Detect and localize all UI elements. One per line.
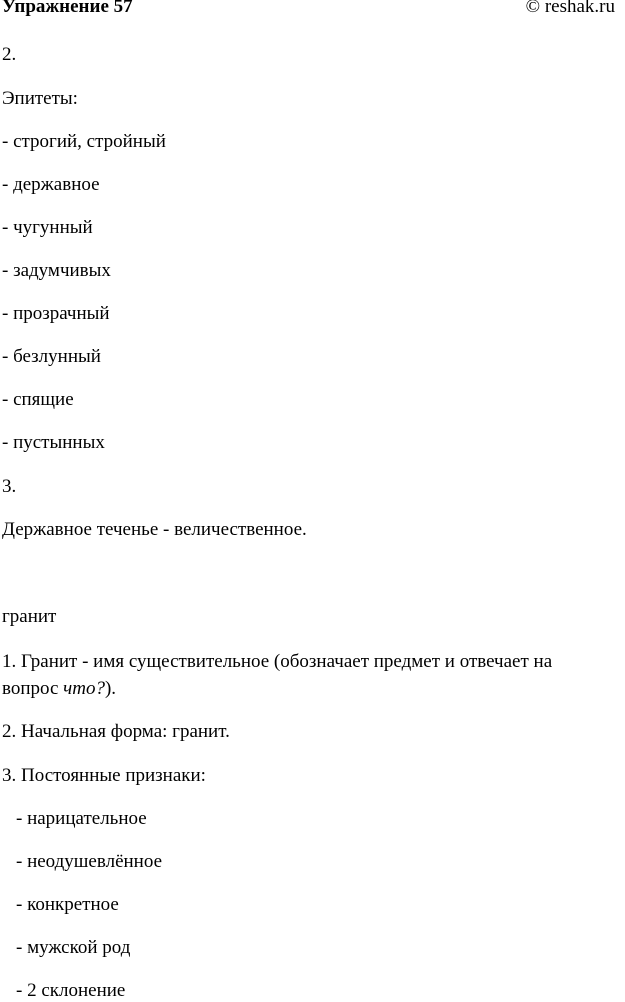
- point-1-prefix: вопрос: [2, 678, 64, 699]
- epithet-item: - прозрачный: [2, 303, 110, 324]
- section-3-text: Державное теченье - величественное.: [2, 519, 307, 540]
- analysis-point-2: 2. Начальная форма: гранит.: [2, 721, 230, 742]
- epithet-item: - безлунный: [2, 346, 101, 367]
- point-1-question: что?: [63, 678, 105, 699]
- section-3-number: 3.: [2, 476, 17, 497]
- feature-item: - мужской род: [16, 937, 131, 958]
- epithet-item: - чугунный: [2, 217, 93, 238]
- epithet-item: - строгий, стройный: [2, 131, 166, 152]
- feature-item: - конкретное: [16, 894, 119, 915]
- analysis-point-3-heading: 3. Постоянные признаки:: [2, 765, 206, 786]
- feature-item: - нарицательное: [16, 808, 147, 829]
- point-1-suffix: ).: [104, 678, 117, 699]
- epithets-heading: Эпитеты:: [2, 88, 78, 109]
- analysis-point-1-line-1: 1. Гранит - имя существительное (обозначает предмет и отвечает на: [2, 651, 553, 672]
- section-2-number: 2.: [2, 44, 17, 65]
- epithet-item: - пустынных: [2, 432, 105, 453]
- epithet-item: - задумчивых: [2, 260, 111, 281]
- exercise-title: Упражнение 57: [2, 0, 133, 17]
- epithet-item: - спящие: [2, 389, 74, 410]
- page-header: [0, 0, 625, 24]
- analysis-point-1-line-2: [2, 678, 116, 700]
- analyzed-word: гранит: [2, 606, 57, 627]
- feature-item: - неодушевлённое: [16, 851, 162, 872]
- feature-item: - 2 склонение: [16, 980, 126, 1001]
- epithet-item: - державное: [2, 174, 100, 195]
- site-brand: © reshak.ru: [525, 0, 615, 17]
